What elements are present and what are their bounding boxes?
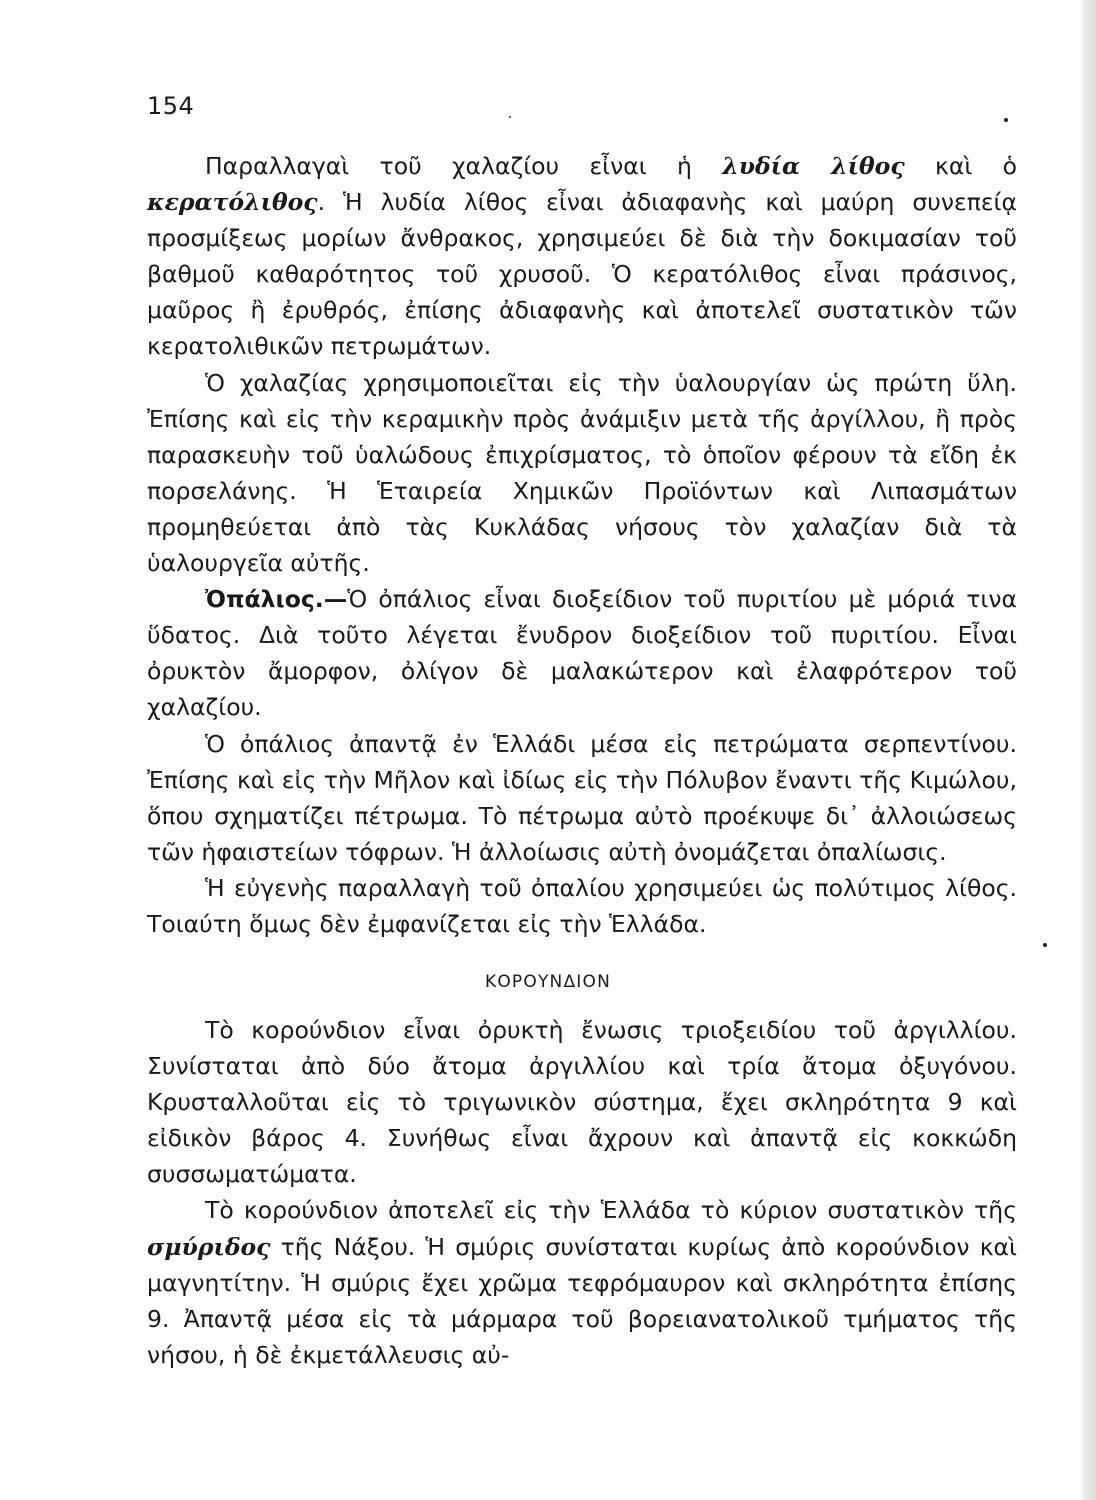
term-smyridos: σμύριδος (147, 1232, 271, 1261)
opal-lead-heading: Ὀπάλιος.— (205, 585, 348, 614)
paragraph-text: Ὁ ὀπάλιος εἶναι διοξείδιον τοῦ πυριτίου μὲ μόριά τινα ὕδατος. Διὰ τοῦτο λέγεται ἔνυδρον διοξείδιον τοῦ πυριτίου. Εἶναι ὀρυκτὸν ἄμορφον, ὀλίγον δὲ μαλακώτερον καὶ ἐλαφρότερον τοῦ χαλαζίου. (147, 585, 1017, 722)
paragraph-quartz-uses: Ὁ χαλαζίας χρησιμοποιεῖται εἰς τὴν ὑαλουργίαν ὡς πρώτη ὕλη. Ἐπίσης καὶ εἰς τὴν κεραμικὴν πρὸς ἀνάμιξιν μετὰ τῆς ἀργίλλου, ἢ πρὸς παρασκευὴν τοῦ ὑαλώδους ἐπιχρίσματος, τὸ ὁποῖον φέρουν τὰ εἴδη ἐκ πορσελάνης. Ἡ Ἑταιρεία Χημικῶν Προϊόντων καὶ Λιπασμάτων προμηθεύεται ἀπὸ τὰς Κυκλάδας νήσους τὸν χαλαζίαν διὰ τὰ ὑαλουργεῖα αὐτῆς. (147, 368, 1017, 578)
paragraph-opal-definition (147, 581, 1017, 725)
paragraph-quartz-varieties (147, 148, 1017, 365)
paragraph-text: Τὸ κορούνδιον ἀποτελεῖ εἰς τὴν Ἑλλάδα τὸ κύριον συστατικὸν τῆς (205, 1196, 1017, 1225)
paragraph-noble-opal: Ἡ εὐγενὴς παραλλαγὴ τοῦ ὀπαλίου χρησιμεύει ὡς πολύτιμος λίθος. Τοιαύτη ὅμως δὲν ἐμφανίζεται εἰς τὴν Ἑλλάδα. (147, 873, 1017, 938)
section-corundum (147, 1012, 1017, 1373)
section-quartz-opal (147, 148, 1017, 942)
paragraph-text: . Ἡ λυδία λίθος εἶναι ἀδιαφανὴς καὶ μαύρη συνεπείᾳ προσμίξεως μορίων ἄνθρακος, χρησιμεύει δὲ διὰ τὴν δοκιμασίαν τοῦ βαθμοῦ καθαρότητος τοῦ χρυσοῦ. Ὁ κερατόλιθος εἶναι πράσινος, μαῦρος ἢ ἐρυθρός, ἐπίσης ἀδιαφανὴς καὶ ἀποτελεῖ συστατικὸν τῶν κερατολιθικῶν πετρωμάτων. (147, 188, 1017, 361)
paragraph-text: Παραλλαγαὶ τοῦ χαλαζίου εἶναι ἡ (205, 152, 723, 180)
paragraph-corundum-definition: Τὸ κορούνδιον εἶναι ὀρυκτὴ ἔνωσις τριοξειδίου τοῦ ἀργιλλίου. Συνίσταται ἀπὸ δύο ἄτομα ἀργιλλίου καὶ τρία ἄτομα ὀξυγόνου. Κρυσταλλοῦται εἰς τὸ τριγωνικὸν σύστημα, ἔχει σκληρότητα 9 καὶ εἰδικὸν βάρος 4. Συνήθως εἶναι ἄχρουν καὶ ἀπαντᾷ εἰς κοκκώδη συσσωματώματα. (147, 1016, 1017, 1189)
section-heading-corundum: ΚΟΡΟΥΝΔΙΟΝ (484, 972, 611, 992)
paragraph-emery-naxos (147, 1192, 1017, 1372)
scan-speck (1004, 118, 1008, 122)
term-lydia-lithos: λυδία λίθος (722, 152, 905, 180)
paragraph-text: καὶ ὁ (904, 152, 1017, 180)
page-number: 154 (147, 92, 195, 120)
page-edge-shadow (1082, 0, 1096, 1500)
scan-speck (1043, 943, 1047, 947)
scan-speck (509, 116, 511, 118)
paragraph-text: τῆς Νάξου. Ἡ σμύρις συνίσταται κυρίως ἀπὸ κορούνδιον καὶ μαγνητίτην. Ἡ σμύρις ἔχει χρῶμα τεφρόμαυρον καὶ σκληρότητα ἐπίσης 9. Ἀπαντᾷ μέσα εἰς τὰ μάρμαρα τοῦ βορειανατολικοῦ τμήματος τῆς νήσου, ἡ δὲ ἐκμετάλλευσις αὐ- (147, 1232, 1017, 1369)
paragraph-opal-occurrence: Ὁ ὀπάλιος ἀπαντᾷ ἐν Ἑλλάδι μέσα εἰς πετρώματα σερπεντίνου. Ἐπίσης καὶ εἰς τὴν Μῆλον καὶ ἰδίως εἰς τὴν Πόλυβον ἔναντι τῆς Κιμώλου, ὅπου σχηματίζει πέτρωμα. Τὸ πέτρωμα αὐτὸ προέκυψε δι᾽ ἀλλοιώσεως τῶν ἡφαιστείων τόφρων. Ἡ ἀλλοίωσις αὐτὴ ὀνομάζεται ὀπαλίωσις. (147, 729, 1017, 866)
term-keratolithos: κερατόλιθος (147, 188, 318, 217)
